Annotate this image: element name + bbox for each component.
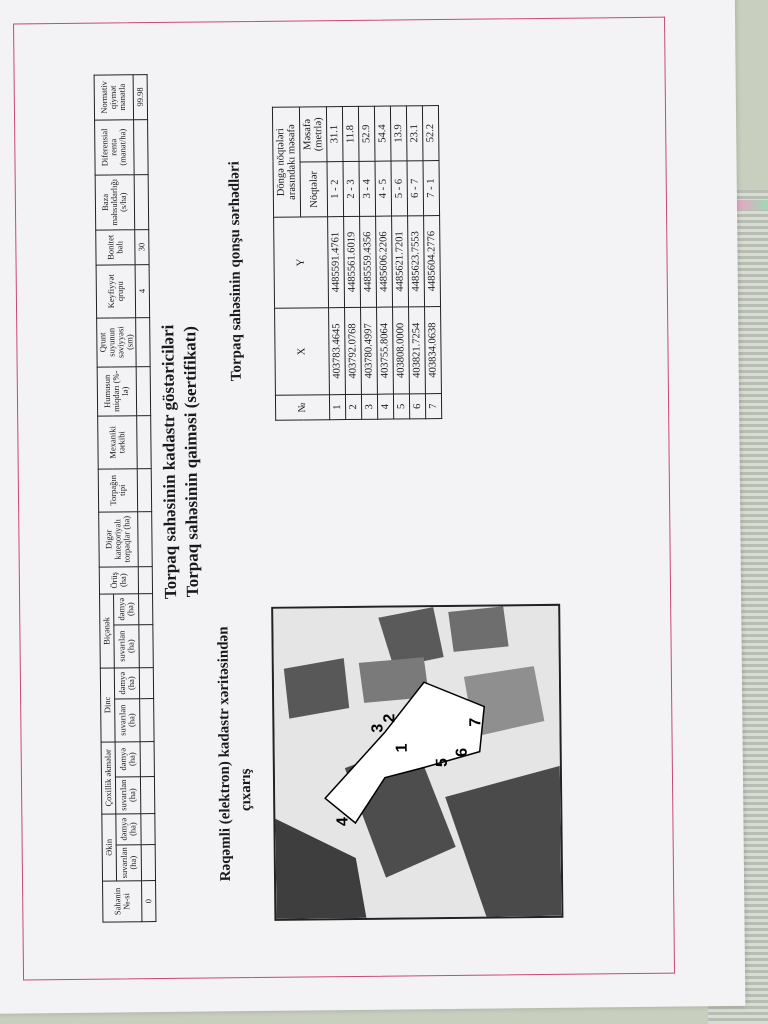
hdr-bicenek: Biçənək	[100, 594, 115, 668]
point-label-5: 5	[433, 758, 451, 768]
coords-hdr-distance: Məsafə (metrlə)	[299, 107, 327, 162]
val-keyfiyyet: 4	[135, 264, 150, 317]
hdr-torpaq-tipi: Torpağın tipi	[98, 469, 137, 512]
indicators-table	[94, 74, 157, 923]
val-sahe-no: 0	[141, 881, 155, 922]
point-label-3: 3	[369, 723, 387, 733]
table-row: 3 403780.4997 4485559.4356 3 - 4 52.9	[358, 106, 377, 419]
hdr-dinc-demye: dəmyə (ha)	[114, 668, 139, 699]
rotated-content	[95, 36, 704, 922]
coords-hdr-y: Y	[274, 217, 329, 309]
cadastral-map	[271, 604, 563, 921]
hdr-bicenek-demye: dəmyə (ha)	[114, 594, 139, 625]
val-bonitet: 30	[134, 229, 148, 264]
hdr-coxillik: Çoxillik əkmələr	[101, 742, 116, 814]
table-row: 4 403755.8064 4485606.2206 4 - 5 54.4	[374, 106, 393, 419]
point-label-6: 6	[453, 747, 471, 757]
table-row: 7 403834.0638 4485604.2776 7 - 1 52.2	[422, 106, 441, 419]
hdr-bicenek-suvarilan: suvarılan (ha)	[114, 625, 139, 668]
table-row: 6 403821.7254 4485623.7553 6 - 7 23.1	[406, 106, 425, 419]
cadastral-map-svg	[273, 606, 561, 919]
coordinates-table	[272, 105, 442, 421]
point-label-7: 7	[467, 717, 485, 727]
hdr-coxillik-suvarilan: suvarılan (ha)	[116, 777, 141, 814]
hdr-normativ: Normativ qiymət manatla	[94, 75, 133, 120]
neighbors-title: Torpaq sahəsinin qonşu sərhədləri	[226, 161, 245, 382]
certificate-subtitle: Torpaq sahəsinin qaiməsi (sertifikatı)	[180, 326, 203, 598]
hdr-coxillik-demye: dəmyə (ha)	[115, 742, 140, 777]
coords-hdr-distance-group: Döngə nöqtələri arasındakı məsafə	[272, 107, 300, 217]
parcel-block	[284, 658, 350, 719]
certificate-title: Torpaq sahəsinin kadastr göstəriciləri	[158, 324, 181, 600]
map-title-line2: çıxarış	[237, 768, 255, 812]
hdr-sahe-no: Sahənin №-si	[103, 881, 142, 922]
hdr-orus: Örüş (ha)	[99, 567, 138, 594]
hdr-mexaniki: Mexaniki tərkibi	[98, 416, 137, 469]
table-row: 1 403783.4645 4485591.4761 1 - 2 31.1	[326, 107, 345, 420]
hdr-keyfiyyet: Keyfiyyət qrupu	[96, 265, 135, 318]
map-title-line1: Rəqəmli (elektron) kadastr xəritəsindən	[215, 626, 235, 882]
hdr-diger: Digər kateqoriyalı torpaqlar (ha)	[99, 512, 138, 567]
hdr-baza: Baza məhsuldarlığı (s/ha)	[95, 175, 134, 230]
point-label-1: 1	[393, 743, 411, 753]
hdr-qrunt: Qrunt suyunun səviyyəsi (sm)	[97, 318, 136, 367]
point-label-2: 2	[381, 713, 399, 723]
map-section-title	[213, 626, 258, 881]
table-row: 5 403808.0000 4485621.7201 5 - 6 13.9	[390, 106, 409, 419]
hdr-ekin-demye: dəmyə (ha)	[116, 814, 141, 845]
hdr-dinc: Dinc	[100, 668, 115, 742]
hdr-dinc-suvarilan: suvarılan (ha)	[115, 699, 140, 742]
point-label-4: 4	[334, 817, 352, 827]
hdr-humusun: Humusun miqdarı (%-lə)	[97, 367, 136, 416]
coords-hdr-no: №	[275, 395, 329, 421]
table-row: 2 403792.0768 4485561.6019 2 - 3 11.8	[342, 106, 361, 419]
parcel-block	[448, 606, 508, 652]
val-normativ: 99.98	[133, 74, 147, 119]
coords-hdr-x: X	[275, 308, 330, 396]
coords-hdr-points: Nöqtələr	[300, 162, 328, 217]
hdr-ekin-suvarilan: suvarılan (ha)	[116, 845, 141, 881]
hdr-ekin: Əkin	[102, 814, 117, 881]
hdr-bonitet: Bonitet balı	[96, 230, 135, 265]
hdr-diferensial: Diferensial renta (manat/ha)	[95, 120, 134, 175]
